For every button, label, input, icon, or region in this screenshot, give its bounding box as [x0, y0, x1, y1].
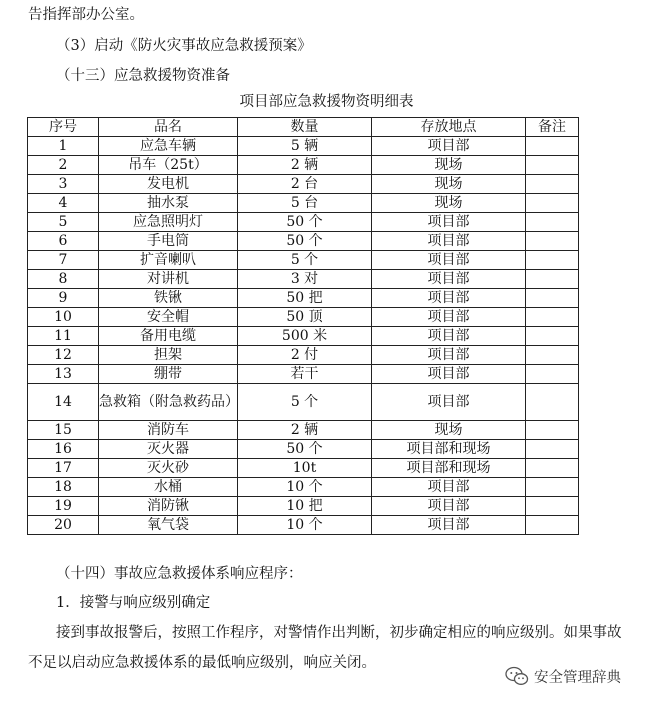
row-index: 18 [28, 478, 99, 497]
table-row [28, 497, 579, 516]
row-item-name: 抽水泵 [99, 194, 238, 213]
row-quantity: 2 台 [238, 175, 372, 194]
row-item-name: 担架 [99, 346, 238, 365]
table-row [28, 365, 579, 384]
row-remarks [526, 175, 579, 194]
row-remarks [526, 497, 579, 516]
row-index: 6 [28, 232, 99, 251]
row-remarks [526, 213, 579, 232]
row-item-name: 应急车辆 [99, 137, 238, 156]
row-index: 8 [28, 270, 99, 289]
table-row [28, 156, 579, 175]
row-index: 2 [28, 156, 99, 175]
table-row [28, 440, 579, 459]
row-index: 12 [28, 346, 99, 365]
paragraph-line-2: （3）启动《防火灾事故应急救援预案》 [56, 38, 312, 54]
row-index: 15 [28, 421, 99, 440]
row-index: 9 [28, 289, 99, 308]
table-body [28, 137, 579, 535]
paragraph-line-6: 接到事故报警后，按照工作程序，对警情作出判断，初步确定相应的响应级别。如果事故 [56, 625, 622, 641]
row-index: 14 [28, 384, 99, 421]
row-item-name: 铁锹 [99, 289, 238, 308]
row-item-name: 发电机 [99, 175, 238, 194]
row-remarks [526, 440, 579, 459]
row-location: 项目部 [372, 289, 526, 308]
row-location: 项目部 [372, 327, 526, 346]
row-location: 项目部 [372, 365, 526, 384]
supplies-table [27, 117, 579, 535]
row-item-name: 手电筒 [99, 232, 238, 251]
header-quantity: 数量 [238, 118, 372, 137]
row-location: 项目部 [372, 232, 526, 251]
header-location: 存放地点 [372, 118, 526, 137]
row-remarks [526, 232, 579, 251]
row-quantity: 5 个 [238, 251, 372, 270]
row-quantity: 5 辆 [238, 137, 372, 156]
table-header-row [28, 118, 579, 137]
row-remarks [526, 459, 579, 478]
row-quantity: 3 对 [238, 270, 372, 289]
wechat-icon [505, 666, 529, 686]
table-row [28, 459, 579, 478]
section-heading-13: （十三）应急救援物资准备 [56, 68, 230, 84]
row-location: 项目部和现场 [372, 459, 526, 478]
row-item-name: 对讲机 [99, 270, 238, 289]
subheading-1: 1．接警与响应级别确定 [56, 595, 211, 611]
row-location: 项目部 [372, 213, 526, 232]
row-remarks [526, 365, 579, 384]
row-quantity: 50 把 [238, 289, 372, 308]
row-item-name: 消防车 [99, 421, 238, 440]
row-item-name: 灭火器 [99, 440, 238, 459]
row-quantity: 500 米 [238, 327, 372, 346]
row-quantity: 5 个 [238, 384, 372, 421]
row-remarks [526, 384, 579, 421]
row-quantity: 10 个 [238, 478, 372, 497]
row-location: 现场 [372, 156, 526, 175]
row-item-name: 灭火砂 [99, 459, 238, 478]
watermark-text: 安全管理辞典 [534, 669, 621, 686]
row-item-name: 氧气袋 [99, 516, 238, 535]
row-item-name: 水桶 [99, 478, 238, 497]
row-index: 3 [28, 175, 99, 194]
row-remarks [526, 270, 579, 289]
table-row [28, 308, 579, 327]
table-row [28, 251, 579, 270]
table-row [28, 346, 579, 365]
row-item-name: 消防锹 [99, 497, 238, 516]
table-row [28, 478, 579, 497]
row-quantity: 50 个 [238, 440, 372, 459]
row-location: 项目部 [372, 251, 526, 270]
row-item-name: 急救箱（附急救药品） [99, 384, 238, 421]
row-index: 19 [28, 497, 99, 516]
row-quantity: 2 辆 [238, 156, 372, 175]
row-quantity: 若干 [238, 365, 372, 384]
row-index: 5 [28, 213, 99, 232]
row-index: 20 [28, 516, 99, 535]
table-row [28, 175, 579, 194]
row-remarks [526, 289, 579, 308]
row-index: 17 [28, 459, 99, 478]
row-location: 现场 [372, 175, 526, 194]
header-index: 序号 [28, 118, 99, 137]
header-item-name: 品名 [99, 118, 238, 137]
table-row [28, 327, 579, 346]
watermark [505, 664, 621, 688]
row-index: 16 [28, 440, 99, 459]
row-remarks [526, 346, 579, 365]
row-remarks [526, 516, 579, 535]
row-index: 7 [28, 251, 99, 270]
table-row [28, 194, 579, 213]
row-location: 项目部 [372, 137, 526, 156]
row-remarks [526, 137, 579, 156]
row-quantity: 50 顶 [238, 308, 372, 327]
row-location: 项目部 [372, 346, 526, 365]
row-remarks [526, 156, 579, 175]
row-remarks [526, 194, 579, 213]
row-quantity: 10 个 [238, 516, 372, 535]
row-location: 项目部 [372, 308, 526, 327]
row-remarks [526, 251, 579, 270]
section-heading-14: （十四）事故应急救援体系响应程序： [56, 566, 303, 582]
row-location: 现场 [372, 194, 526, 213]
row-item-name: 安全帽 [99, 308, 238, 327]
table-row [28, 516, 579, 535]
row-quantity: 10 把 [238, 497, 372, 516]
table-row [28, 232, 579, 251]
row-location: 项目部 [372, 270, 526, 289]
row-quantity: 5 台 [238, 194, 372, 213]
row-remarks [526, 421, 579, 440]
table-row [28, 137, 579, 156]
row-quantity: 2 付 [238, 346, 372, 365]
table-row [28, 421, 579, 440]
row-remarks [526, 327, 579, 346]
row-index: 1 [28, 137, 99, 156]
row-index: 10 [28, 308, 99, 327]
row-location: 项目部和现场 [372, 440, 526, 459]
table-row [28, 289, 579, 308]
row-quantity: 50 个 [238, 232, 372, 251]
row-quantity: 10t [238, 459, 372, 478]
row-quantity: 2 辆 [238, 421, 372, 440]
row-remarks [526, 478, 579, 497]
table-title: 项目部应急救援物资明细表 [239, 94, 414, 110]
row-remarks [526, 308, 579, 327]
row-index: 4 [28, 194, 99, 213]
row-location: 项目部 [372, 384, 526, 421]
row-location: 项目部 [372, 497, 526, 516]
row-index: 13 [28, 365, 99, 384]
row-item-name: 绷带 [99, 365, 238, 384]
row-location: 项目部 [372, 516, 526, 535]
paragraph-line-1: 告指挥部办公室。 [28, 7, 144, 23]
row-item-name: 吊车（25t） [99, 156, 238, 175]
row-item-name: 应急照明灯 [99, 213, 238, 232]
row-location: 项目部 [372, 478, 526, 497]
table-row [28, 384, 579, 421]
row-quantity: 50 个 [238, 213, 372, 232]
row-item-name: 备用电缆 [99, 327, 238, 346]
row-index: 11 [28, 327, 99, 346]
row-item-name: 扩音喇叭 [99, 251, 238, 270]
table-row [28, 270, 579, 289]
row-location: 现场 [372, 421, 526, 440]
table-row [28, 213, 579, 232]
paragraph-line-7: 不足以启动应急救援体系的最低响应级别，响应关闭。 [28, 655, 376, 671]
header-remarks: 备注 [526, 118, 579, 137]
